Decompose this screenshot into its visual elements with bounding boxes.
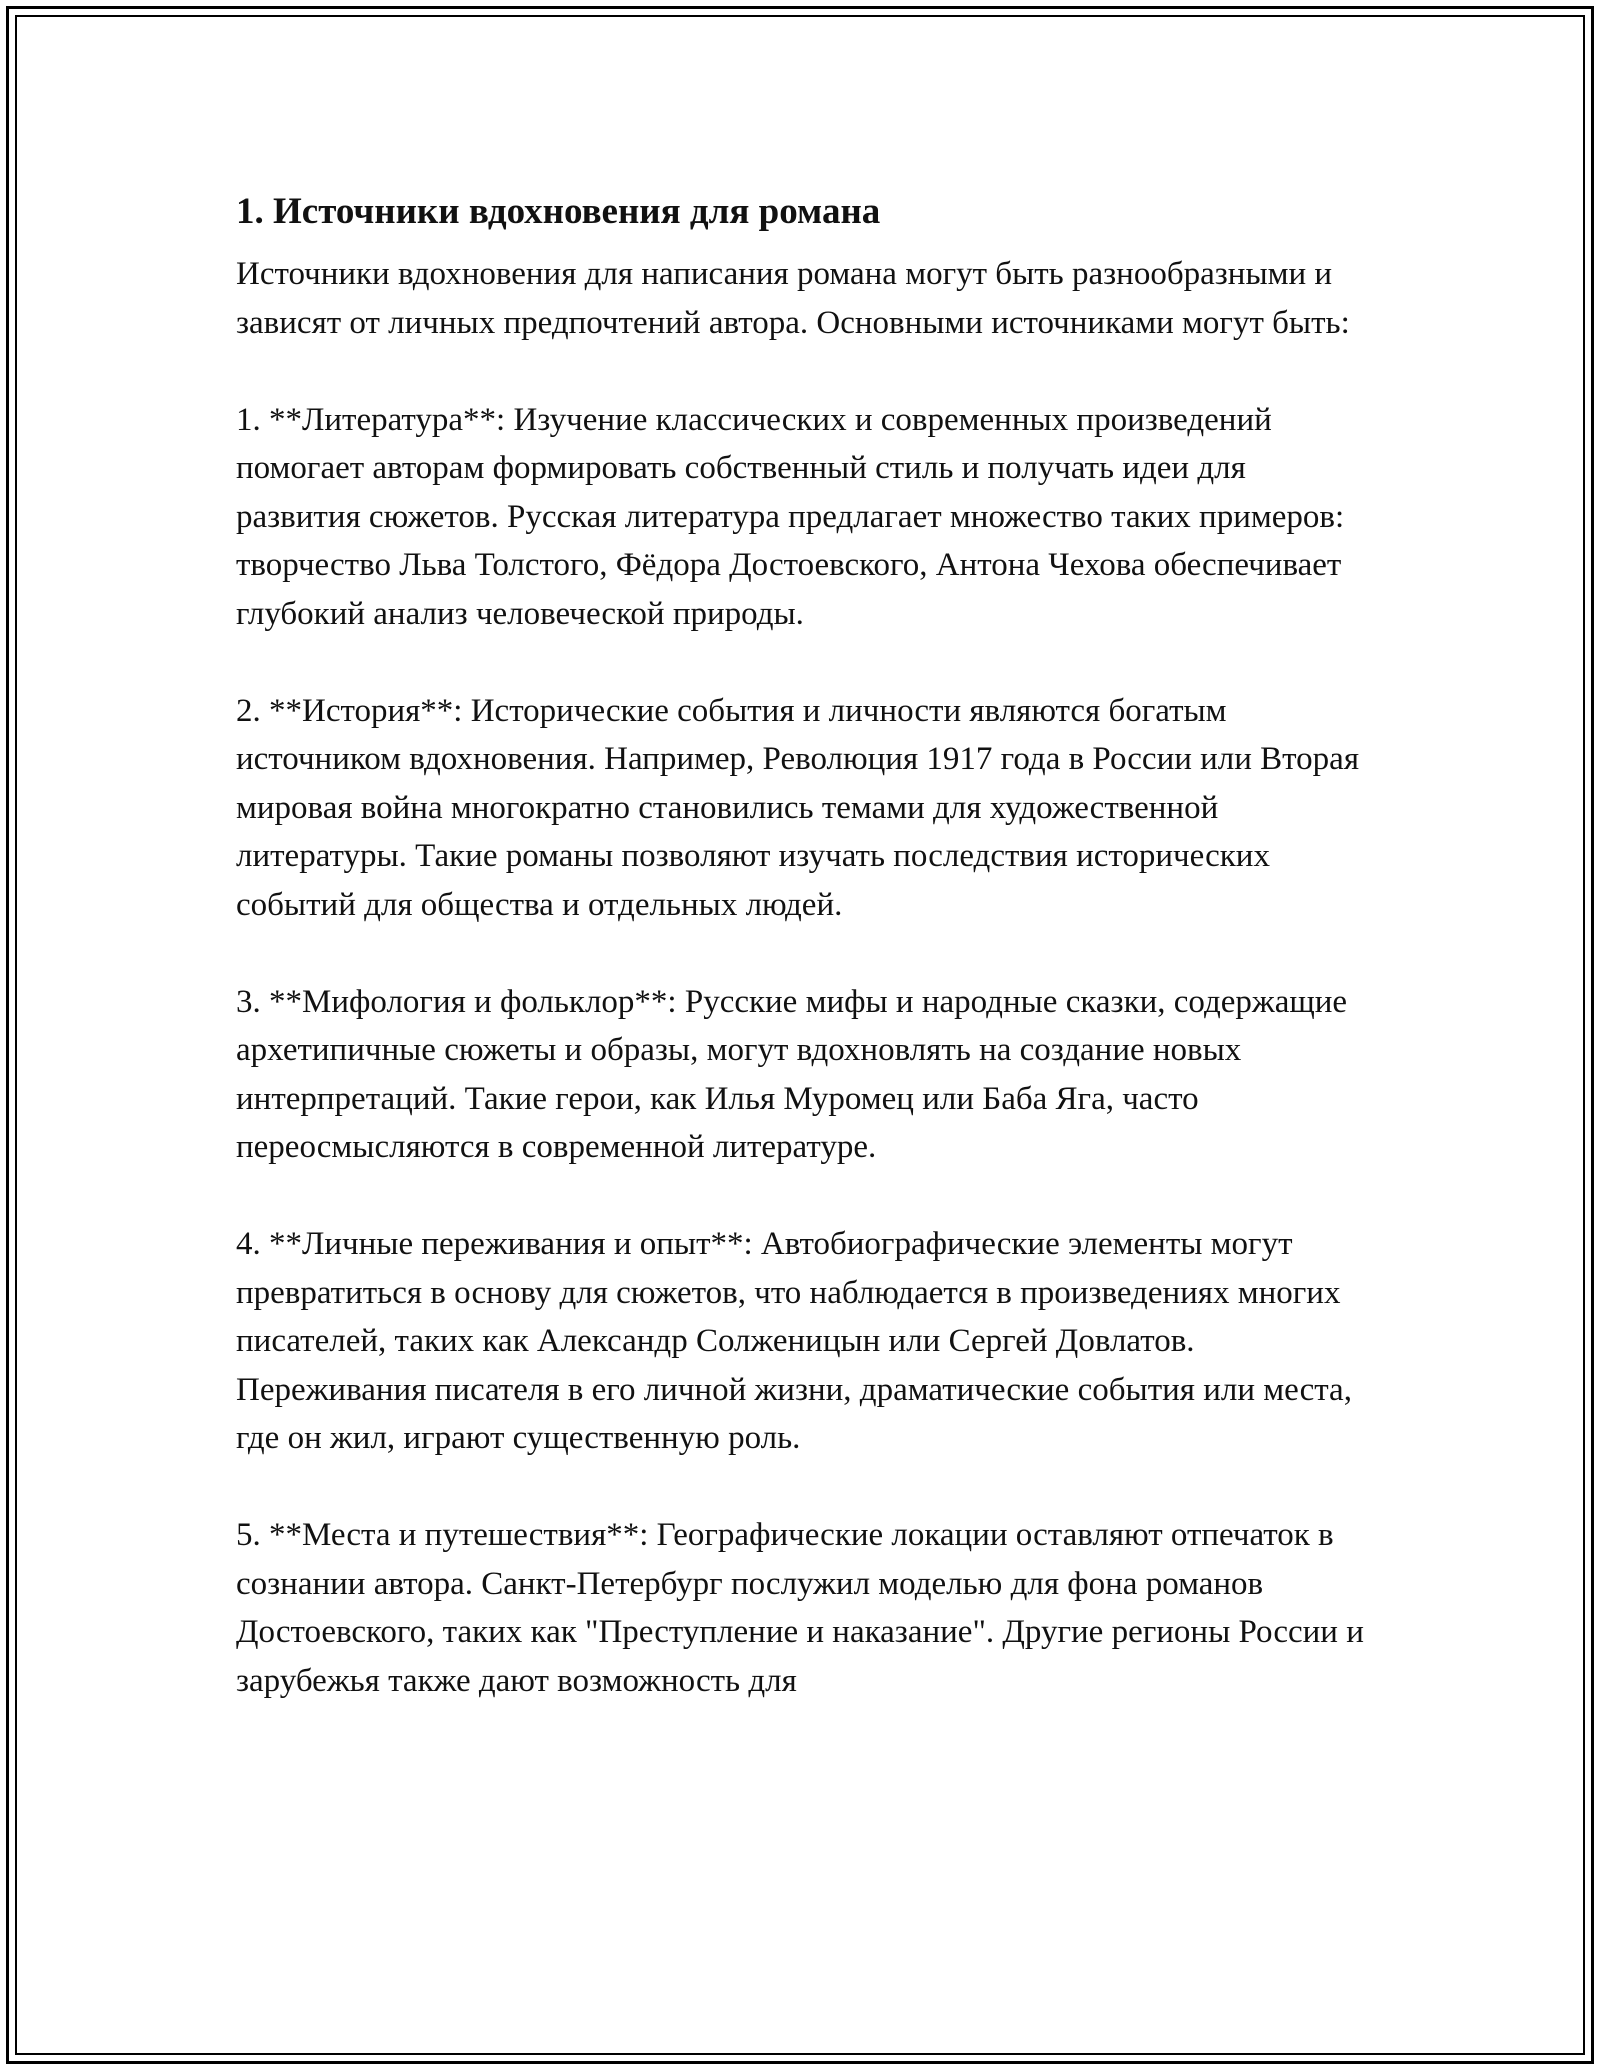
paragraph-mythology: 3. **Мифология и фольклор**: Русские мифы и народные сказки, содержащие архетипичные сюжеты и образы, могут вдохновлять на создание новых интерпретаций. Такие герои, как Илья Муромец или Баба Яга, часто переосмысляются в современной литературе. bbox=[236, 983, 1348, 1165]
paragraph-personal-experience: 4. **Личные переживания и опыт**: Автобиографические элементы могут превратиться в основу для сюжетов, что наблюдается в произведениях многих писателей, таких как Александр Солженицын или Сергей Довлатов. Переживания писателя в его личной жизни, драматические события или места, где он жил, играют существенную роль. bbox=[236, 1226, 1352, 1456]
paragraph-places-travel: 5. **Места и путешествия**: Географические локации оставляют отпечаток в сознании автора. Санкт-Петербург послужил моделью для фона романов Достоевского, таких как "Преступление и наказание". Другие регионы России и зарубежья также дают возможность для bbox=[236, 1517, 1364, 1699]
document-body bbox=[236, 186, 1366, 1705]
intro-paragraph: Источники вдохновения для написания романа могут быть разнообразными и зависят от личных предпочтений автора. Основными источниками могут быть: bbox=[236, 256, 1350, 341]
section-heading: 1. Источники вдохновения для романа bbox=[236, 191, 881, 232]
paragraph-history: 2. **История**: Исторические события и личности являются богатым источником вдохновения. Например, Революция 1917 года в России или Вторая мировая война многократно становились темами для художественной литературы. Такие романы позволяют изучать последствия исторических событий для общества и отдельных людей. bbox=[236, 692, 1359, 923]
paragraph-literature: 1. **Литература**: Изучение классических и современных произведений помогает авторам формировать собственный стиль и получать идеи для развития сюжетов. Русская литература предлагает множество таких примеров: творчество Льва Толстого, Фёдора Достоевского, Антона Чехова обеспечивает глубокий анализ человеческой природы. bbox=[236, 401, 1345, 632]
